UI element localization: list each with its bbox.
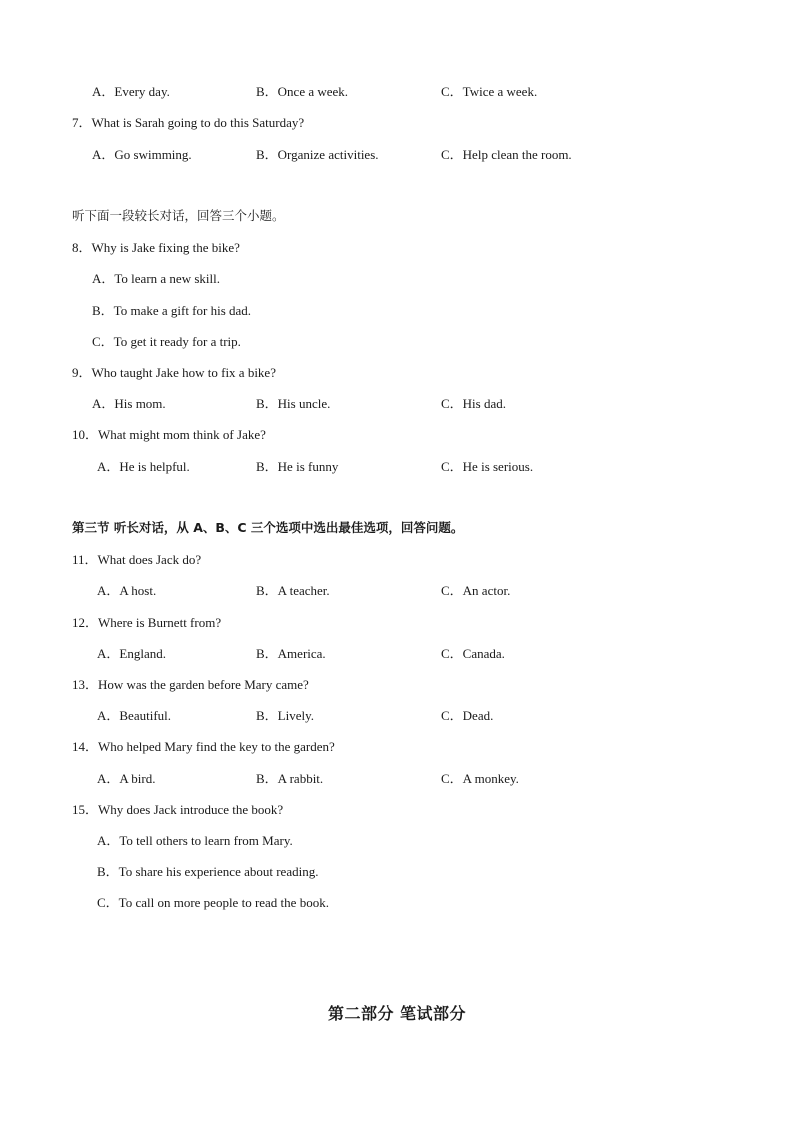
- q7-option-c[interactable]: C．Help clean the room.: [441, 147, 572, 162]
- q10-option-b[interactable]: B．He is funny: [256, 459, 339, 474]
- q15-option-b[interactable]: B．To share his experience about reading.: [97, 864, 319, 879]
- q8-option-c[interactable]: C．To get it ready for a trip.: [92, 334, 241, 349]
- q9-option-a[interactable]: A．His mom.: [92, 396, 166, 411]
- q15-option-c[interactable]: C．To call on more people to read the book.: [97, 895, 329, 910]
- q15-stem: 15．Why does Jack introduce the book?: [72, 802, 284, 817]
- q9-option-c[interactable]: C．His dad.: [441, 396, 507, 411]
- q9-stem: 9．Who taught Jake how to fix a bike?: [72, 365, 276, 380]
- q14-stem: 14．Who helped Mary find the key to the garden?: [72, 739, 335, 754]
- q7-option-b[interactable]: B．Organize activities.: [256, 147, 379, 162]
- q7-stem: 7．What is Sarah going to do this Saturday?: [72, 115, 305, 130]
- q14-option-c[interactable]: C．A monkey.: [441, 771, 519, 786]
- q12-stem: 12．Where is Burnett from?: [72, 615, 222, 630]
- q13-option-c[interactable]: C．Dead.: [441, 708, 494, 723]
- q10-option-a[interactable]: A．He is helpful.: [97, 459, 190, 474]
- q11-option-b[interactable]: B．A teacher.: [256, 583, 330, 598]
- q15-option-a[interactable]: A．To tell others to learn from Mary.: [97, 833, 293, 848]
- q14-option-a[interactable]: A．A bird.: [97, 771, 156, 786]
- q13-option-a[interactable]: A．Beautiful.: [97, 708, 172, 723]
- q6-option-c[interactable]: C．Twice a week.: [441, 84, 538, 99]
- q6-option-b[interactable]: B．Once a week.: [256, 84, 349, 99]
- q11-option-c[interactable]: C．An actor.: [441, 583, 511, 598]
- q12-option-c[interactable]: C．Canada.: [441, 646, 505, 661]
- part-two-title: 第二部分 笔试部分: [327, 1004, 467, 1023]
- q8-option-b[interactable]: B．To make a gift for his dad.: [92, 303, 252, 318]
- q6-option-a[interactable]: A．Every day.: [92, 84, 170, 99]
- q7-option-a[interactable]: A．Go swimming.: [92, 147, 192, 162]
- q14-option-b[interactable]: B．A rabbit.: [256, 771, 324, 786]
- q12-option-b[interactable]: B．America.: [256, 646, 326, 661]
- q9-option-b[interactable]: B．His uncle.: [256, 396, 331, 411]
- q13-stem: 13．How was the garden before Mary came?: [72, 677, 309, 692]
- q10-option-c[interactable]: C．He is serious.: [441, 459, 534, 474]
- q12-option-a[interactable]: A．England.: [97, 646, 166, 661]
- q11-option-a[interactable]: A．A host.: [97, 583, 157, 598]
- q8-option-a[interactable]: A．To learn a new skill.: [92, 271, 220, 286]
- q11-stem: 11．What does Jack do?: [72, 552, 202, 567]
- q8-stem: 8．Why is Jake fixing the bike?: [72, 240, 240, 255]
- q13-option-b[interactable]: B．Lively.: [256, 708, 315, 723]
- long-dialogue-instruction: 听下面一段较长对话，回答三个小题。: [72, 208, 285, 223]
- q10-stem: 10．What might mom think of Jake?: [72, 427, 266, 442]
- section-3-heading: 第三节 听长对话，从 A、B、C 三个选项中选出最佳选项，回答问题。: [72, 520, 464, 535]
